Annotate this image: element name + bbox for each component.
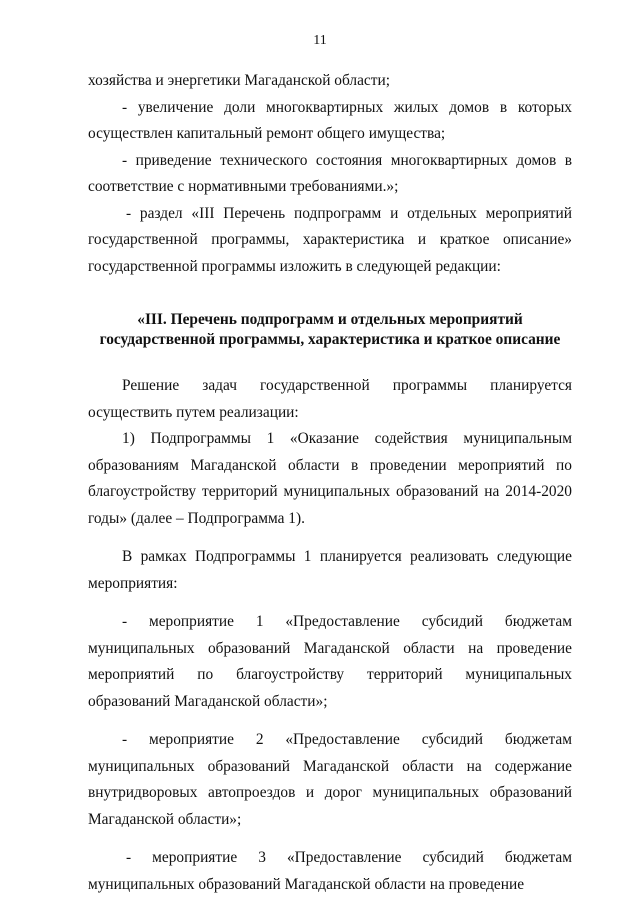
page-number: 11: [313, 33, 327, 48]
paragraph-continuation: хозяйства и энергетики Магаданской области;: [88, 72, 391, 89]
paragraph-subprogram-1: 1) Подпрограммы 1 «Оказание содействия муниципальным образованиям Магаданской области в проведении мероприятий по благоустройству территорий муниципальных образований на 2014-2020 годы» (далее – Подпрограмма 1).: [88, 430, 572, 527]
paragraph-section-amendment: - раздел «III Перечень подпрограмм и отдельных мероприятий государственной программы, характеристика и краткое описание» государственной программы изложить в следующей редакции:: [88, 204, 572, 275]
paragraph-activity-3: - мероприятие 3 «Предоставление субсидий бюджетам муниципальных образований Магаданской области на проведение: [88, 849, 572, 893]
paragraph-intro: Решение задач государственной программы планируется осуществить путем реализации:: [88, 377, 572, 421]
document-body: [88, 68, 572, 898]
paragraph-list-item-1: - увеличение доли многоквартирных жилых домов в которых осуществлен капитальный ремонт общего имущества;: [88, 98, 572, 142]
paragraph-activity-2: - мероприятие 2 «Предоставление субсидий бюджетам муниципальных образований Магаданской области на содержание внутридворовых автопроездов и дорог муниципальных образований Магаданской области»;: [88, 731, 572, 828]
section-heading-line-2: государственной программы, характеристика и краткое описание: [99, 331, 561, 348]
paragraph-list-item-2: - приведение технического состояния многоквартирных домов в соответствие с нормативными требованиями.»;: [88, 151, 572, 195]
paragraph-planned-activities: В рамках Подпрограммы 1 планируется реализовать следующие мероприятия:: [88, 548, 572, 592]
section-heading: [88, 310, 572, 350]
paragraph-activity-1: - мероприятие 1 «Предоставление субсидий бюджетам муниципальных образований Магаданской области на проведение мероприятий по благоустройству территорий муниципальных образований Магаданской области»;: [88, 613, 572, 710]
section-heading-line-1: «III. Перечень подпрограмм и отдельных мероприятий: [137, 311, 523, 328]
